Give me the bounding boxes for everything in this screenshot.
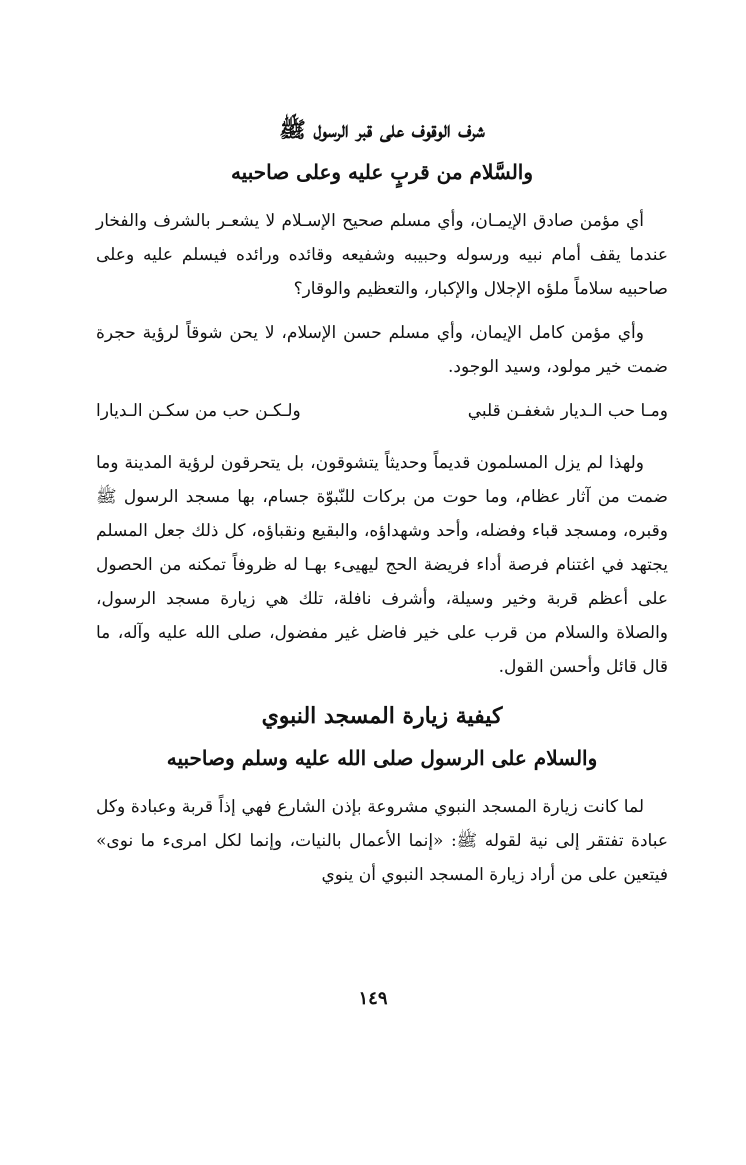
section-subtitle-greeting: والسَّلام من قربٍ عليه وعلى صاحبيه [230,160,534,184]
page-content [96,108,668,902]
paragraph-4: لما كانت زيارة المسجد النبوي مشروعة بإذن الشارع فهي إذاً قربة وعبادة وكل عبادة تفتقر إلى نية لقوله ﷺ: «إنما الأعمال بالنيات، وإنما لكل امرىء ما نوى» فيتعين على من أراد زيارة المسجد النبوي أن ينوي [96,797,668,885]
poetry-verse [96,394,668,428]
section-title-honor: شرف الوقوف على قبر الرسول ﷺ [279,117,485,143]
paragraph-2: وأي مؤمن كامل الإيمان، وأي مسلم حسن الإسلام، لا يحن شوقاً لرؤية حجرة ضمت خير مولود، وسيد الوجود. [96,323,668,377]
paragraph-3: ولهذا لم يزل المسلمون قديماً وحديثاً يتشوقون، بل يتحرقون لرؤية المدينة وما ضمت من آثار عظام، وما حوت من بركات للنّبوّة جسام، بها مسجد الرسول ﷺ وقبره، ومسجد قباء وفضله، وأحد وشهداؤه، والبقيع ونقباؤه، كل ذلك جعل المسلم يجتهد في اغتنام فرصة أداء فريضة الحج ليهيىء بهـا له ظروفاً تمكنه من الحصول على أعظم قربة وخير وسيلة، وأشرف نافلة، تلك هي زيارة مسجد الرسول، والصلاة والسلام من قرب على خير فاضل غير مفضول، صلى الله عليه وآله، ما قال قائل وأحسن القول. [96,453,668,677]
verse-first-hemistich: ومـا حب الـديار شغفـن قلبي [467,401,668,421]
section-subtitle-salutation: والسلام على الرسول صلى الله عليه وسلم وصاحبيه [166,746,598,770]
page-number: ١٤٩ [358,988,388,1009]
section-title-how-to-visit: كيفية زيارة المسجد النبوي [261,703,503,729]
paragraph-1: أي مؤمن صادق الإيمـان، وأي مسلم صحيح الإسـلام لا يشعـر بالشرف والفخار عندما يقف أمام نبيه ورسوله وحبيبه وشفيعه وقائده ورائده فيسلم عليه وعلى صاحبيه سلاماً ملؤه الإجلال والإكبار، والتعظيم والوقار؟ [96,211,668,299]
verse-second-hemistich: ولـكـن حب من سكـن الـديارا [96,401,301,421]
